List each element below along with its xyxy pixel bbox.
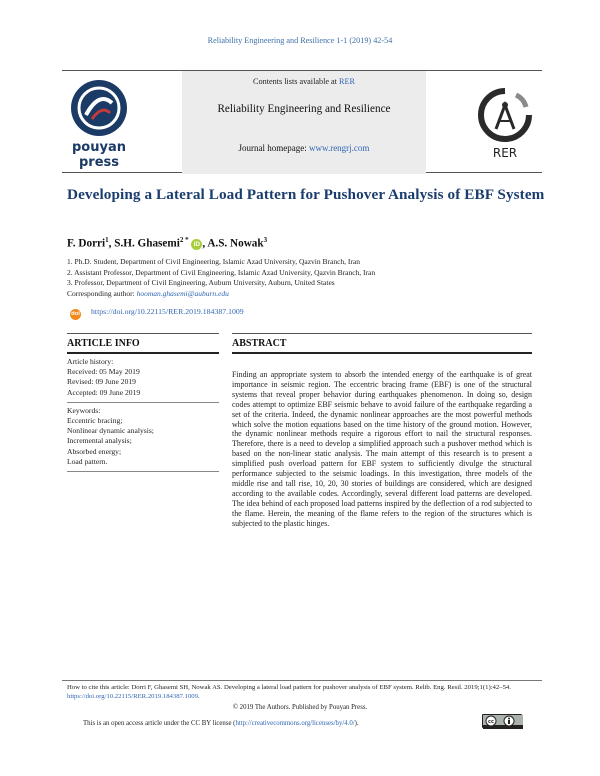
homepage-label: Journal homepage: [238, 143, 310, 153]
copyright-line: © 2019 The Authors. Published by Pouyan Press. [232, 704, 368, 711]
license-text: This is an open access article under the CC BY license ( [83, 720, 236, 727]
abstract-column [232, 333, 532, 529]
keyword-line: Nonlinear dynamic analysis; [67, 426, 154, 436]
paper-title: Developing a Lateral Load Pattern for Pushover Analysis of EBF System [67, 186, 545, 203]
rer-logo-icon [474, 85, 536, 163]
corresponding-label: Corresponding author: [67, 288, 137, 298]
cc-by-icon [483, 715, 523, 729]
keyword-line: Keywords: [67, 405, 101, 415]
citation-end: . [197, 692, 200, 700]
author-3[interactable]: , A.S. Nowak [202, 237, 264, 250]
keyword-line: Absorbed energy; [67, 446, 122, 456]
article-history [67, 357, 219, 403]
history-line: Article history: [67, 357, 114, 366]
affiliations [67, 257, 375, 299]
abstract-body: Finding an appropriate system to absorb the intended energy of the earthquake is of great importance in seismic region. The eccentric bracing frame (EBF) is one of the structural systems that reveal proper behavior during earthquakes phenomenon. In doing so, design codes attempt to optimize EBF seismic behave to avoid failure of the earthquake regarding a set of the criteria. Indeed, the dynamic nonlinear approaches are the most powerful methods which solve the motion equations based on the time history of the ground motion. However, the dynamic nonlinear methods require a rigorous effort to nail the structural responses. Therefore, there is a need to develop a simplified approach such a pushover method which is based on the non-linear static analysis. The main attempt of this research is to present a simplified push overload pattern for EBF system to sufficiently divulge the structural performance subjected to the seismic loadings. In this investigation, three models of the middle rise and tall rise, 10, 20, 30 stories of buildings are considered, which are designed according to the available codes. Accordingly, several different load patterns are developed. The idea behind of each proposed load patterns inspired by the deflection of a rod subjected to the flame. Herein, the meaning of the flame refers to the region of the structures which is subjected to the plastic hinges. [232, 370, 532, 528]
author-1[interactable]: F. Dorri [67, 237, 106, 250]
doi-row [70, 307, 244, 320]
keywords [67, 406, 219, 472]
journal-header [62, 70, 542, 173]
article-info-heading: ARTICLE INFO [67, 333, 219, 354]
license-link[interactable]: http://creativecommons.org/licenses/by/4.0/ [235, 720, 355, 727]
corresponding-email-link[interactable]: hooman.ghasemi@auburn.edu [136, 288, 229, 298]
orcid-icon[interactable]: iD [191, 239, 202, 250]
license-line [83, 720, 359, 727]
journal-reference: Reliability Engineering and Resilience 1-1 (2019) 42-54 [207, 36, 393, 45]
contents-line [182, 77, 426, 86]
footer-divider [62, 680, 542, 681]
license-end: ). [354, 720, 359, 727]
contents-journal-link[interactable]: RER [339, 77, 355, 86]
homepage-link[interactable]: www.rengrj.com [309, 143, 370, 153]
citation-doi-link[interactable]: https://doi.org/10.22115/RER.2019.184387.1009 [67, 692, 198, 700]
history-line: Received: 05 May 2019 [67, 367, 140, 377]
history-line: Accepted: 09 June 2019 [67, 387, 141, 397]
press-logo-word: press [78, 155, 120, 170]
doi-icon: doi [70, 309, 81, 320]
homepage-line [182, 143, 426, 153]
author-2-affil: 2 * [179, 236, 189, 244]
affiliation-item: 3. Professor, Department of Civil Engineering, Auburn University, Auburn, United States [67, 278, 335, 287]
citation [67, 684, 542, 701]
author-3-affil: 3 [263, 236, 268, 244]
pouyan-logo-word: pouyan [72, 140, 126, 155]
contents-prefix: Contents lists available at [253, 77, 339, 86]
author-2[interactable]: , S.H. Ghasemi [108, 237, 180, 250]
rer-logo-word: RER [492, 146, 518, 160]
header-journal-panel [182, 71, 426, 174]
pouyan-press-logo [68, 77, 130, 171]
keyword-line: Eccentric bracing; [67, 416, 123, 426]
abstract-heading: ABSTRACT [232, 333, 532, 354]
cc-by-license-badge[interactable] [482, 714, 522, 728]
author-1-affil: 1 [105, 236, 109, 244]
svg-text:cc: cc [488, 719, 494, 725]
affiliation-item: 2. Assistant Professor, Department of Civil Engineering, Islamic Azad University, Qazvin Branch, Iran [67, 267, 376, 277]
citation-text: How to cite this article: Dorri F, Ghasemi SH, Nowak AS. Developing a lateral load pattern for pushover analysis of EBF system. Relib. Eng. Resil. 2019;1(1):42–54. [67, 684, 511, 691]
article-info-column [67, 333, 219, 475]
corresponding-author [67, 289, 375, 300]
keyword-line: Load pattern. [67, 456, 108, 466]
rer-logo [474, 85, 536, 163]
author-line [67, 236, 267, 250]
doi-link[interactable]: https://doi.org/10.22115/RER.2019.184387.1009 [91, 307, 244, 316]
journal-name: Reliability Engineering and Resilience [217, 103, 391, 115]
affiliation-item: 1. Ph.D. Student, Department of Civil Engineering, Islamic Azad University, Qazvin Branch, Iran [67, 257, 360, 266]
pouyan-press-logo-icon [68, 77, 130, 171]
history-line: Revised: 09 June 2019 [67, 377, 136, 387]
keyword-line: Incremental analysis; [67, 436, 132, 446]
